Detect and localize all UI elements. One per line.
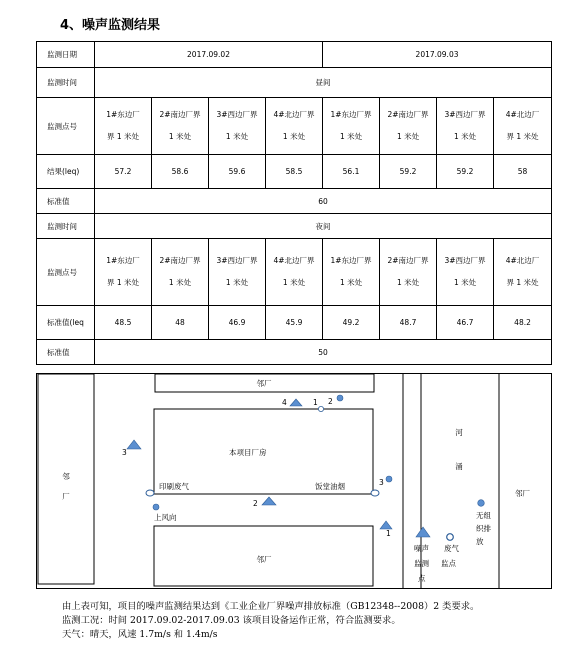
night-std-row <box>37 340 552 365</box>
monitor-point-line-2: 1 米处 <box>225 132 249 141</box>
result-cell: 48.7 <box>380 306 437 340</box>
date-label: 监测日期 <box>37 42 95 68</box>
monitor-point-line-1: 4#北边厂 <box>505 256 540 265</box>
result-cell: 56.1 <box>323 155 380 189</box>
monitor-point-line-2: 1 米处 <box>225 278 249 287</box>
point-num-2-top: 2 <box>328 397 333 406</box>
noise-point-4-icon <box>290 399 302 406</box>
footer-line-2: 监测工况：时间 2017.09.02-2017.09.03 该项目设备运作正常，符合监测要求。 <box>62 615 401 626</box>
legend-gas-label-1: 废气 <box>444 544 459 553</box>
monitor-point-line-1: 1#东边厂界 <box>330 110 372 119</box>
neighbor-top-label: 邻厂 <box>256 379 272 388</box>
monitor-point-line-1: 2#南边厂界 <box>387 256 429 265</box>
monitor-point-line-2: 界 1 米处 <box>106 278 140 287</box>
monitor-point-line-2: 1 米处 <box>453 132 477 141</box>
day-results-row <box>37 155 552 189</box>
unorganized-gas-icon <box>478 500 485 507</box>
monitor-point-line-1: 1#东边厂 <box>106 256 140 265</box>
result-cell: 59.2 <box>437 155 494 189</box>
upwind-label: 上风向 <box>154 513 177 522</box>
monitor-point-cell <box>95 98 152 155</box>
monitor-point-cell <box>380 98 437 155</box>
legend-gas-label-2: 监点 <box>441 559 456 568</box>
unorganized-label-3: 放 <box>476 537 484 546</box>
monitor-point-cell <box>152 98 209 155</box>
day-std-row <box>37 189 552 214</box>
monitor-point-cell <box>209 239 266 306</box>
monitor-point-line-1: 4#北边厂 <box>505 110 540 119</box>
night-time-row <box>37 214 552 239</box>
result-cell: 58.5 <box>266 155 323 189</box>
night-result-label: 标准值(leq <box>37 306 95 340</box>
monitor-point-line-1: 1#东边厂界 <box>330 256 372 265</box>
monitor-point-line-2: 1 米处 <box>282 132 306 141</box>
day-point-label: 监测点号 <box>37 98 95 155</box>
night-results-row <box>37 306 552 340</box>
footer-notes <box>62 600 479 642</box>
monitor-point-cell <box>323 239 380 306</box>
noise-point-2-icon <box>262 497 276 505</box>
monitor-point-cell <box>380 239 437 306</box>
legend-gas-icon <box>447 534 454 541</box>
monitor-point-line-1: 3#西边厂界 <box>444 110 486 119</box>
result-cell: 58.6 <box>152 155 209 189</box>
night-time-label: 监测时间 <box>37 214 95 239</box>
result-cell: 48.5 <box>95 306 152 340</box>
monitor-point-line-2: 1 米处 <box>339 132 363 141</box>
monitor-point-line-1: 1#东边厂 <box>106 110 140 119</box>
day-time-row <box>37 68 552 98</box>
point-num-1-right: 1 <box>386 529 391 538</box>
night-time-value: 夜间 <box>95 214 552 239</box>
monitor-point-line-2: 1 米处 <box>339 278 363 287</box>
noise-results-table <box>36 41 552 365</box>
legend-noise-label-3: 点 <box>418 574 426 583</box>
night-std-value: 50 <box>95 340 552 365</box>
monitor-point-line-1: 3#西边厂界 <box>216 256 258 265</box>
monitor-point-line-2: 1 米处 <box>168 132 192 141</box>
neighbor-left-label-1: 邻 <box>62 472 70 481</box>
point-num-1: 1 <box>313 398 318 407</box>
day-time-value: 昼间 <box>95 68 552 98</box>
neighbor-right-label: 邻厂 <box>515 489 530 498</box>
monitor-point-line-1: 2#南边厂界 <box>159 110 201 119</box>
neighbor-left-label-2: 厂 <box>62 492 70 501</box>
point-num-4: 4 <box>282 398 287 407</box>
monitor-point-cell <box>152 239 209 306</box>
monitor-point-line-2: 1 米处 <box>453 278 477 287</box>
monitor-point-line-1: 3#西边厂界 <box>444 256 486 265</box>
day-std-label: 标准值 <box>37 189 95 214</box>
legend-noise-icon <box>416 527 430 537</box>
monitor-point-line-2: 1 米处 <box>168 278 192 287</box>
result-cell: 46.9 <box>209 306 266 340</box>
neighbor-bottom-label: 邻厂 <box>256 555 272 564</box>
monitor-point-cell <box>437 98 494 155</box>
section-title: 4、噪声监测结果 <box>60 18 161 33</box>
monitor-point-cell <box>266 98 323 155</box>
noise-point-3-icon <box>127 440 141 449</box>
result-cell: 58 <box>494 155 552 189</box>
point-num-3-left: 3 <box>122 448 127 457</box>
gas-point-top2-icon <box>318 406 323 411</box>
day-std-value: 60 <box>95 189 552 214</box>
monitor-point-cell <box>209 98 266 155</box>
gas-point-right-icon <box>386 476 392 482</box>
monitor-point-cell <box>437 239 494 306</box>
day-result-label: 结果(leq) <box>37 155 95 189</box>
point-num-2: 2 <box>253 499 258 508</box>
result-cell: 45.9 <box>266 306 323 340</box>
site-layout-diagram <box>36 373 552 589</box>
date-1: 2017.09.02 <box>95 42 323 68</box>
river-label-2: 涌 <box>455 462 463 471</box>
result-cell: 48.2 <box>494 306 552 340</box>
result-cell: 59.6 <box>209 155 266 189</box>
unorganized-label-2: 织排 <box>476 524 491 533</box>
monitor-point-line-1: 4#北边厂界 <box>273 110 315 119</box>
monitor-point-cell <box>95 239 152 306</box>
printing-gas-label: 印刷废气 <box>159 482 189 491</box>
gas-point-top-icon <box>337 395 343 401</box>
monitor-point-line-1: 2#南边厂界 <box>159 256 201 265</box>
footer-line-3: 天气：晴天，风速 1.7m/s 和 1.4m/s <box>62 629 218 640</box>
monitor-point-cell <box>494 239 552 306</box>
result-cell: 57.2 <box>95 155 152 189</box>
monitor-point-line-2: 界 1 米处 <box>506 132 539 141</box>
monitor-point-line-1: 4#北边厂界 <box>273 256 315 265</box>
day-points-row <box>37 98 552 155</box>
footer-line-1: 由上表可知，项目的噪声监测结果达到《工业企业厂界噪声排放标准（GB12348--2008）2 类要求。 <box>62 601 480 612</box>
canteen-smoke-label: 饭堂油烟 <box>315 482 345 491</box>
monitor-point-line-1: 3#西边厂界 <box>216 110 258 119</box>
monitor-point-cell <box>266 239 323 306</box>
night-points-row <box>37 239 552 306</box>
noise-point-1-icon <box>380 521 392 529</box>
monitor-point-cell <box>494 98 552 155</box>
night-point-label: 监测点号 <box>37 239 95 306</box>
unorganized-label-1: 无组 <box>476 511 491 520</box>
river-label-1: 河 <box>455 428 463 437</box>
canteen-gas-outlet-icon <box>371 490 379 496</box>
date-2: 2017.09.03 <box>323 42 552 68</box>
point-num-3-right: 3 <box>379 478 384 487</box>
printing-gas-outlet-icon <box>146 490 154 496</box>
monitor-point-line-2: 1 米处 <box>282 278 306 287</box>
result-cell: 59.2 <box>380 155 437 189</box>
monitor-point-line-1: 2#南边厂界 <box>387 110 429 119</box>
result-cell: 48 <box>152 306 209 340</box>
project-label: 本项目厂房 <box>229 448 267 457</box>
monitor-point-line-2: 1 米处 <box>396 278 420 287</box>
date-row <box>37 42 552 68</box>
legend-noise-label-2: 监测 <box>414 559 429 568</box>
result-cell: 49.2 <box>323 306 380 340</box>
monitor-point-line-2: 界 1 米处 <box>506 278 539 287</box>
night-std-label: 标准值 <box>37 340 95 365</box>
monitor-point-line-2: 界 1 米处 <box>106 132 140 141</box>
day-time-label: 监测时间 <box>37 68 95 98</box>
monitor-point-line-2: 1 米处 <box>396 132 420 141</box>
legend-noise-label-1: 噪声 <box>414 544 429 553</box>
upwind-gas-point-icon <box>153 504 159 510</box>
monitor-point-cell <box>323 98 380 155</box>
result-cell: 46.7 <box>437 306 494 340</box>
